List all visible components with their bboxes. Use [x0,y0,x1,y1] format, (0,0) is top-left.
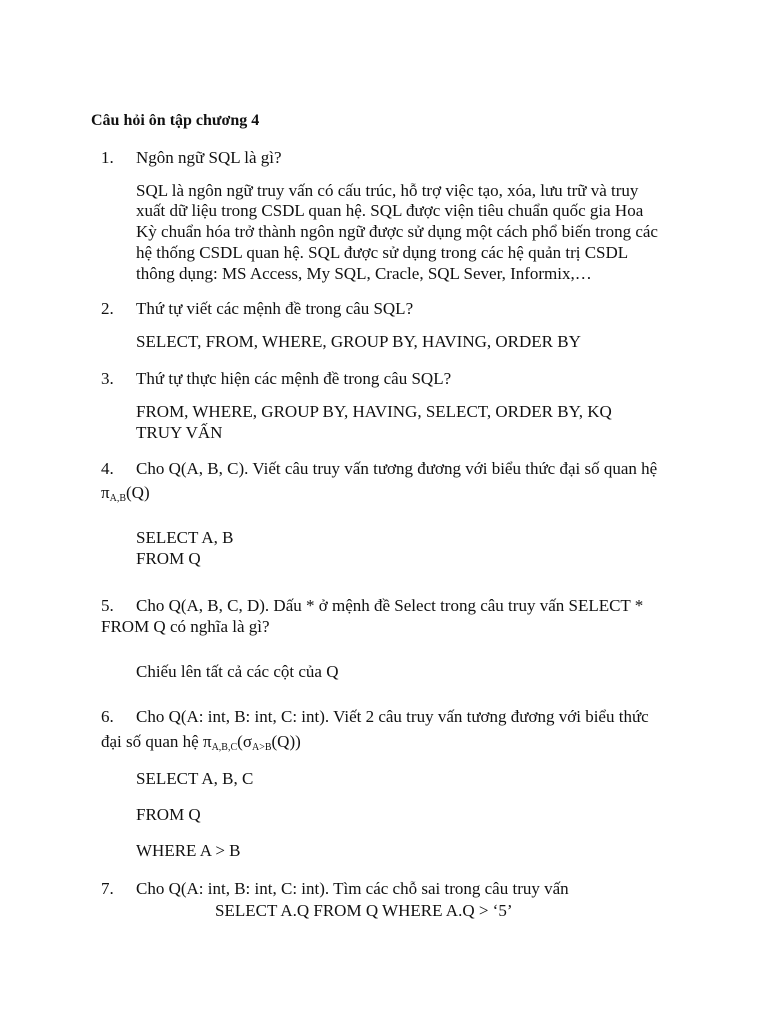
sigma-symbol: σ [242,732,252,751]
q4-number: 4. [101,459,114,478]
q4-answer-line: FROM Q [136,549,201,568]
q3-answer-line: TRUY VẤN [136,423,223,442]
q1-answer-line: xuất dữ liệu trong CSDL quan hệ. SQL được viện tiêu chuẩn quốc gia Hoa [136,201,644,220]
pi-symbol: π [202,732,212,751]
expression-tail: (Q) [126,483,150,502]
q4-question: Cho Q(A, B, C). Viết câu truy vấn tương đương với biểu thức đại số quan hệ [136,459,658,478]
q6-answer-line: WHERE A > B [136,841,241,860]
selection-subscript: A>B [251,742,272,753]
q6-answer-line: SELECT A, B, C [136,769,254,788]
q2-answer: SELECT, FROM, WHERE, GROUP BY, HAVING, ORDER BY [136,332,581,351]
q4-expression [101,482,150,509]
open-paren: ( [237,732,243,751]
q5-question-line: FROM Q có nghĩa là gì? [101,617,270,636]
q6-expression-prefix: đại số quan hệ [101,732,203,751]
q6-answer-line: FROM Q [136,805,201,824]
close-paren: (Q)) [271,732,301,751]
q5-question-line: Cho Q(A, B, C, D). Dấu * ở mệnh đề Select trong câu truy vấn SELECT * [136,596,644,615]
q7-question: Cho Q(A: int, B: int, C: int). Tìm các chỗ sai trong câu truy vấn [136,879,569,898]
q2-number: 2. [101,299,114,318]
projection-subscript: A,B [109,493,126,504]
q7-number: 7. [101,879,114,898]
q2-question: Thứ tự viết các mệnh đề trong câu SQL? [136,299,414,318]
q5-answer: Chiếu lên tất cả các cột của Q [136,662,339,681]
q1-answer-line: thông dụng: MS Access, My SQL, Cracle, SQL Sever, Informix,… [136,264,592,283]
q6-question-line: Cho Q(A: int, B: int, C: int). Viết 2 câu truy vấn tương đương với biểu thức [136,707,649,726]
q3-answer-line: FROM, WHERE, GROUP BY, HAVING, SELECT, ORDER BY, KQ [136,402,612,421]
q1-number: 1. [101,148,114,167]
q7-query: SELECT A.Q FROM Q WHERE A.Q > ‘5’ [215,901,513,920]
projection-subscript: A,B,C [211,742,238,753]
q1-answer-line: Kỳ chuẩn hóa trở thành ngôn ngữ được sử dụng một cách phổ biến trong các [136,222,658,241]
page-title: Câu hỏi ôn tập chương 4 [91,112,260,129]
q6-number: 6. [101,707,114,726]
q5-number: 5. [101,596,114,615]
q4-answer-line: SELECT A, B [136,528,234,547]
q1-answer-line: hệ thống CSDL quan hệ. SQL được sử dụng trong các hệ quản trị CSDL [136,243,629,262]
q1-question: Ngôn ngữ SQL là gì? [136,148,282,167]
q3-number: 3. [101,369,114,388]
pi-symbol: π [101,483,110,502]
q1-answer-line: SQL là ngôn ngữ truy vấn có cấu trúc, hỗ trợ việc tạo, xóa, lưu trữ và truy [136,181,639,200]
q3-question: Thứ tự thực hiện các mệnh đề trong câu SQL? [136,369,452,388]
q6-expression [101,731,301,758]
